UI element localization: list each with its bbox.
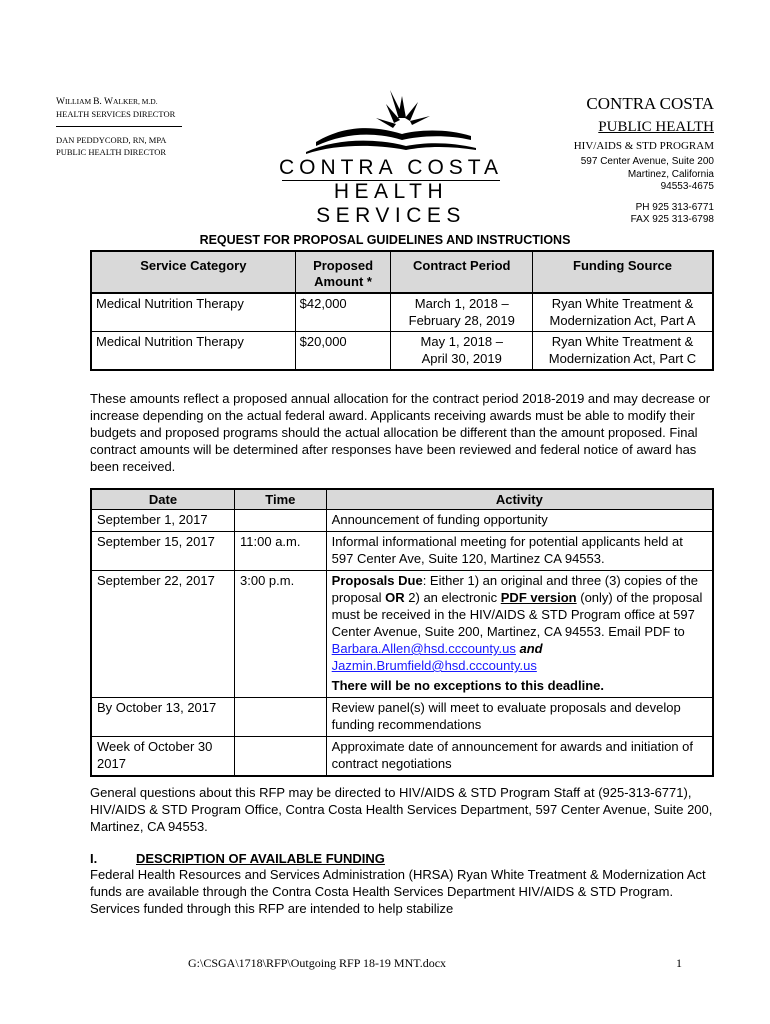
due-text: : Either 1) an original and three (3) copies of the proposal — [331, 573, 699, 605]
date-cell: Week of October 30 2017 — [91, 737, 235, 777]
amount-cell: $42,000 — [295, 293, 391, 332]
time-cell — [235, 737, 327, 777]
fax-number: FAX 925 313-6798 — [630, 214, 714, 225]
table-row — [91, 332, 713, 371]
amount-cell: $20,000 — [295, 332, 391, 371]
table-row — [91, 510, 713, 532]
director-title: HEALTH SERVICES DIRECTOR — [56, 109, 176, 119]
source-line2: Modernization Act, Part C — [548, 351, 697, 366]
program-name: HIV/AIDS & STD PROGRAM — [573, 140, 714, 152]
address-line3: 94553-4675 — [660, 181, 714, 192]
header-left-block — [56, 96, 196, 158]
column-header: Contract Period — [391, 251, 533, 293]
page-title: REQUEST FOR PROPOSAL GUIDELINES AND INSTRUCTIONS — [199, 233, 571, 247]
section-number: I. — [90, 851, 98, 866]
address-line1: 597 Center Avenue, Suite 200 — [580, 156, 714, 167]
column-header: Activity — [326, 489, 713, 510]
section-title: DESCRIPTION OF AVAILABLE FUNDING — [136, 851, 385, 866]
schedule-table — [90, 488, 714, 777]
and-word: and — [515, 641, 543, 656]
footer-file-path: G:\CSGA\1718\RFP\Outgoing RFP 18-19 MNT.docx — [188, 956, 447, 970]
pdf-version-word: PDF version — [500, 590, 577, 605]
page-number: 1 — [676, 956, 682, 970]
funding-description-paragraph: Federal Health Resources and Services Administration (HRSA) Ryan White Treatment & Modernization Act funds are available through the Contra Costa Health Services Department HIV/AIDS & STD Program. Services funded through this RFP are intended to help stabilize — [90, 867, 706, 916]
service-category-cell: Medical Nutrition Therapy — [91, 293, 295, 332]
activity-cell: Approximate date of announcement for awards and initiation of contract negotiations — [326, 737, 713, 777]
time-cell — [235, 510, 327, 532]
table-row — [91, 698, 713, 737]
period-end: February 28, 2019 — [408, 313, 515, 328]
org-title: CONTRA COSTA — [586, 94, 714, 113]
activity-cell — [326, 571, 713, 698]
source-line1: Ryan White Treatment & — [551, 334, 694, 349]
org-subtitle: PUBLIC HEALTH — [598, 119, 714, 135]
activity-cell: Review panel(s) will meet to evaluate proposals and develop funding recommendations — [326, 698, 713, 737]
period-start: March 1, 2018 – — [414, 296, 509, 311]
column-header: Service Category — [91, 251, 295, 293]
date-cell: September 22, 2017 — [91, 571, 235, 698]
logo-text-line2: HEALTH SERVICES — [316, 180, 466, 227]
cchs-logo — [276, 90, 506, 227]
table-header-row — [91, 251, 713, 293]
table-header-row — [91, 489, 713, 510]
date-cell: By October 13, 2017 — [91, 698, 235, 737]
or-word: OR — [385, 590, 405, 605]
proposal-due-text — [332, 572, 707, 674]
funding-source-cell — [533, 293, 714, 332]
public-health-director-name: DAN PEDDYCORD, RN, MPA — [56, 135, 167, 145]
activity-cell: Informal informational meeting for potential applicants held at 597 Center Ave, Suite 120, Martinez CA 94553. — [326, 532, 713, 571]
allocation-paragraph: These amounts reflect a proposed annual allocation for the contract period 2018-2019 and may decrease or increase depending on the actual federal award. Applicants receiving awards must be able to modify their budgets and proposed programs should the actual allocation be different than the amount proposed. Final contract amounts will be determined after responses have been reviewed and federal notice of award has been received. — [90, 391, 711, 474]
table-row — [91, 293, 713, 332]
email-link-barbara[interactable]: Barbara.Allen@hsd.cccounty.us — [331, 641, 516, 656]
email-link-jazmin[interactable]: Jazmin.Brumfield@hsd.cccounty.us — [331, 658, 537, 673]
director-name: WILLIAM B. WALKER, M.D. — [56, 97, 158, 107]
column-header: Time — [235, 489, 327, 510]
no-exceptions-note: There will be no exceptions to this deadline. — [331, 678, 604, 693]
source-line1: Ryan White Treatment & — [551, 296, 694, 311]
source-line2: Modernization Act, Part A — [549, 313, 696, 328]
time-cell: 11:00 a.m. — [235, 532, 327, 571]
address-line2: Martinez, California — [627, 168, 714, 180]
due-text: 2) an electronic — [404, 590, 501, 605]
header-divider — [56, 126, 182, 127]
table-row — [91, 737, 713, 777]
contract-period-cell — [391, 332, 533, 371]
public-health-director-title: PUBLIC HEALTH DIRECTOR — [56, 147, 167, 157]
mountain-sun-icon — [306, 90, 476, 154]
header-right-block — [494, 94, 714, 227]
time-cell — [235, 698, 327, 737]
table-row — [91, 532, 713, 571]
proposals-due-label: Proposals Due — [331, 573, 423, 588]
service-category-cell: Medical Nutrition Therapy — [91, 332, 295, 371]
column-header: Funding Source — [533, 251, 714, 293]
column-header: Proposed Amount * — [295, 251, 391, 293]
due-text: (only) of the proposal must be received in the HIV/AIDS & STD Program office at 597 Center Avenue, Suite 200, Martinez, CA 94553. Email PDF to — [331, 590, 703, 639]
logo-text-line1: CONTRA COSTA — [278, 156, 504, 179]
funding-table — [90, 250, 714, 371]
questions-paragraph: General questions about this RFP may be directed to HIV/AIDS & STD Program Staff at (925-313-6771), HIV/AIDS & STD Program Office, Contra Costa Health Services Department, 597 Center Avenue, Suite 200, Martinez, CA 94553. — [90, 785, 713, 834]
table-row — [91, 571, 713, 698]
phone-number: PH 925 313-6771 — [635, 201, 714, 213]
funding-source-cell — [533, 332, 714, 371]
period-start: May 1, 2018 – — [420, 334, 503, 349]
date-cell: September 1, 2017 — [91, 510, 235, 532]
period-end: April 30, 2019 — [421, 351, 502, 366]
section-heading — [90, 850, 720, 867]
date-cell: September 15, 2017 — [91, 532, 235, 571]
column-header: Date — [91, 489, 235, 510]
activity-cell: Announcement of funding opportunity — [326, 510, 713, 532]
contract-period-cell — [391, 293, 533, 332]
time-cell: 3:00 p.m. — [235, 571, 327, 698]
